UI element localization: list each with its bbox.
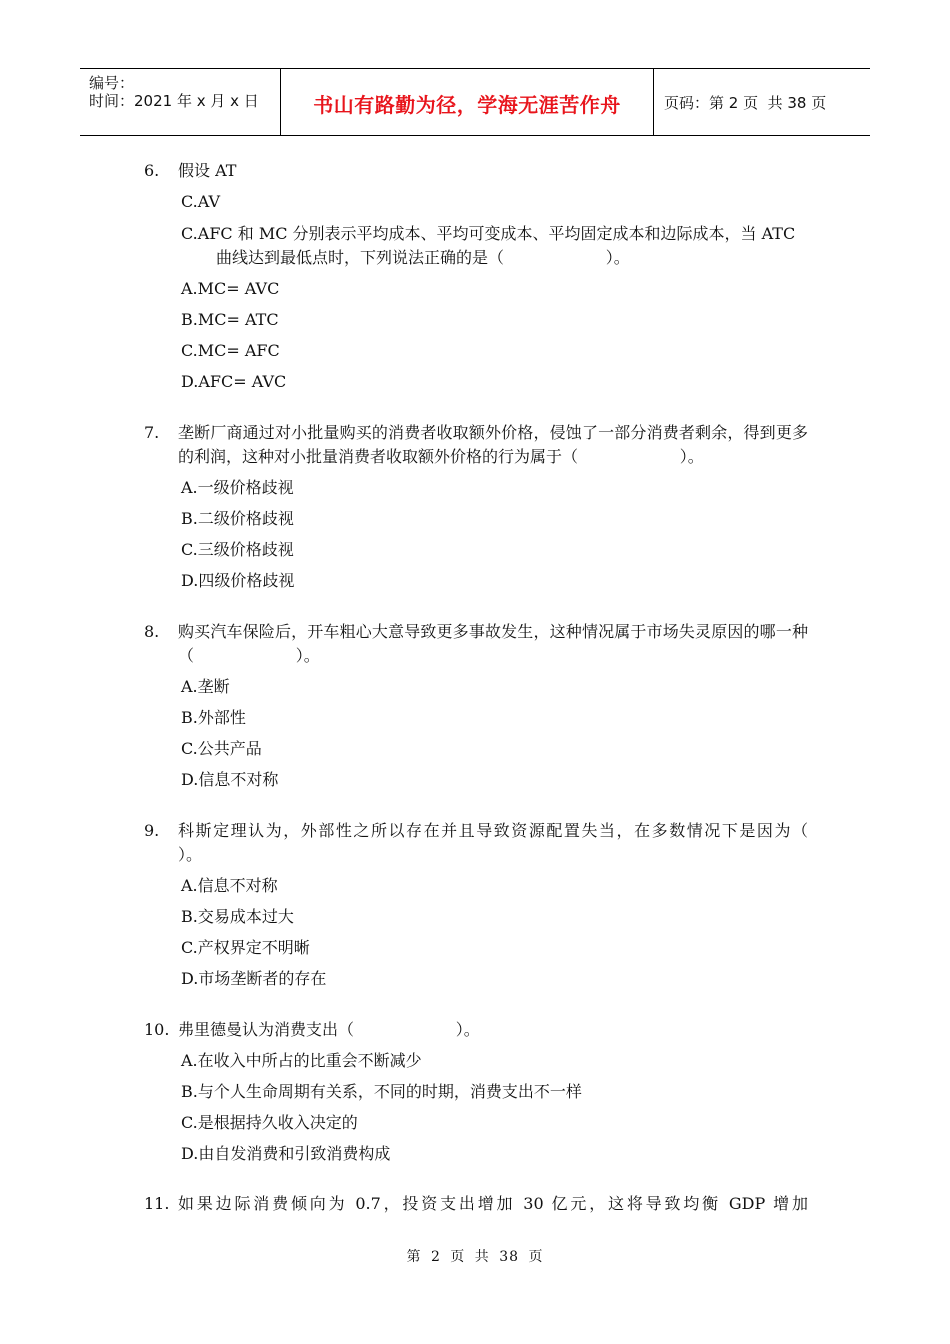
question-number: 10. xyxy=(144,1020,170,1039)
header-meta-cell xyxy=(80,69,281,135)
question-number: 6. xyxy=(144,161,160,180)
option-a: A.信息不对称 xyxy=(181,876,278,895)
header-page-info: 页码：第 2 页 共 38 页 xyxy=(664,93,827,112)
motto-text: 书山有路勤为径，学海无涯苦作舟 xyxy=(313,92,621,117)
option-a: A.MC= AVC xyxy=(181,279,280,298)
header-motto-cell xyxy=(281,69,654,135)
option-c: C.三级价格歧视 xyxy=(181,540,294,559)
question-line: C.AV xyxy=(181,192,221,211)
option-d: D.由自发消费和引致消费构成 xyxy=(181,1144,391,1163)
page-footer: 第 2 页 共 38 页 xyxy=(406,1249,544,1265)
question-line: C.AFC 和 MC 分别表示平均成本、平均可变成本、平均固定成本和边际成本，当 ATC xyxy=(181,224,796,243)
option-c: C.MC= AFC xyxy=(181,341,280,360)
option-a: A.一级价格歧视 xyxy=(181,478,294,497)
option-d: D.市场垄断者的存在 xyxy=(181,969,327,988)
question-number: 9. xyxy=(144,821,160,840)
question-stem: 科斯定理认为，外部性之所以存在并且导致资源配置失当，在多数情况下是因为（ ）。 xyxy=(178,821,910,864)
option-c: C.公共产品 xyxy=(181,739,262,758)
option-b: B.二级价格歧视 xyxy=(181,509,294,528)
option-b: B.MC= ATC xyxy=(181,310,279,329)
question-line: 曲线达到最低点时，下列说法正确的是（ ）。 xyxy=(216,248,630,267)
question-number: 8. xyxy=(144,622,160,641)
option-b: B.外部性 xyxy=(181,708,246,727)
question-stem: 弗里德曼认为消费支出（ ）。 xyxy=(178,1020,480,1039)
question-number: 7. xyxy=(144,423,160,442)
option-c: C.是根据持久收入决定的 xyxy=(181,1113,358,1132)
option-d: D.四级价格歧视 xyxy=(181,571,295,590)
question-number: 11. xyxy=(144,1194,170,1213)
question-stem: 购买汽车保险后，开车粗心大意导致更多事故发生，这种情况属于市场失灵原因的哪一种（ ）。 xyxy=(178,622,808,665)
option-a: A.在收入中所占的比重会不断减少 xyxy=(181,1051,422,1070)
question-stem: 垄断厂商通过对小批量购买的消费者收取额外价格，侵蚀了一部分消费者剩余，得到更多的利润，这种对小批量消费者收取额外价格的行为属于（ ）。 xyxy=(178,423,808,466)
question-stem: 如果边际消费倾向为 0.7，投资支出增加 30 亿元，这将导致均衡 GDP 增加 xyxy=(178,1194,808,1213)
document-code: 编号： xyxy=(89,74,135,92)
option-b: B.与个人生命周期有关系，不同的时期，消费支出不一样 xyxy=(181,1082,582,1101)
option-d: D.AFC= AVC xyxy=(181,372,287,391)
page-header xyxy=(80,68,870,136)
option-b: B.交易成本过大 xyxy=(181,907,294,926)
question-stem: 假设 AT xyxy=(178,161,237,180)
option-a: A.垄断 xyxy=(181,677,230,696)
document-date: 时间：2021 年 x 月 x 日 xyxy=(89,92,259,110)
option-d: D.信息不对称 xyxy=(181,770,279,789)
option-c: C.产权界定不明晰 xyxy=(181,938,310,957)
